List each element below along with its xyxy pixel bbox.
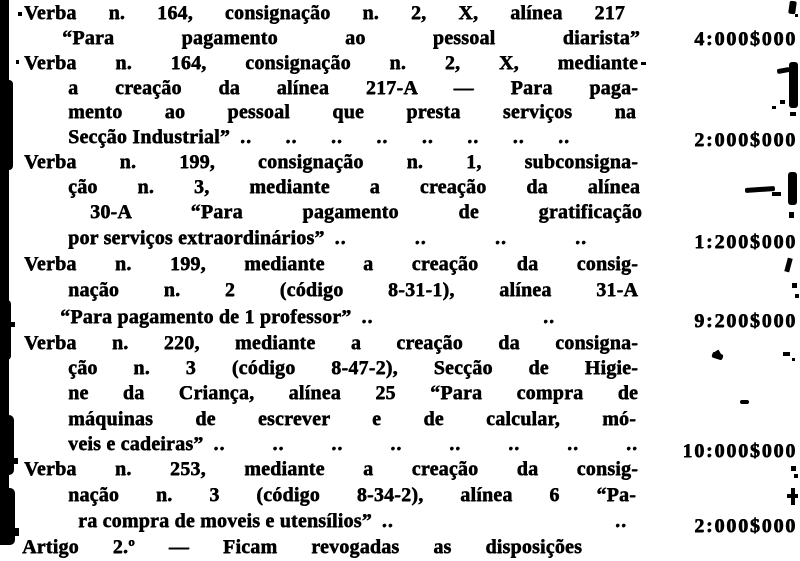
scan-edge-blot [0,300,11,360]
ink-smudge [795,294,799,298]
amount-value: 4:000$000 [694,28,797,50]
ink-smudge [18,12,22,16]
ink-smudge [789,62,798,108]
ink-smudge [745,186,775,193]
amount-value: 2:000$000 [694,129,797,151]
entry-line: ção n. 3 (código 8-47-2), Secção de Higie- [68,357,638,379]
ink-smudge [789,212,794,218]
leader-dots: .. .. .. .. .. .. .. .. [213,433,638,455]
entry-line: Verba n. 199, consignação n. 1, subconsigna- [24,151,638,173]
entry-line [68,433,638,458]
ink-smudge [790,112,796,116]
entry-line: nação n. 3 (código 8-34-2), alínea 6 “Pa- [68,484,636,506]
ink-smudge [772,192,781,196]
ink-smudge [795,14,798,17]
entry-line: máquinas de escrever e de calcular, mó- [68,408,636,430]
entry-line: “Para pagamento ao pessoal diarista” [62,27,640,49]
amount-value: 2:000$000 [694,515,797,537]
footer-partial-line: Artigo 2.º — Ficam revogadas as disposições [22,536,582,558]
entry-line: 30-A “Para pagamento de gratificação [90,201,642,223]
amount-value: 9:200$000 [694,310,797,332]
leader-dots: .. .. [361,306,555,328]
ink-smudge [791,466,796,471]
entry-line-text: ra compra de moveis e utensílios” [78,510,372,532]
ink-smudge [14,528,19,536]
ink-smudge [11,322,15,327]
amount-value: 10:000$000 [682,440,797,462]
entry-line [60,306,555,331]
leader-dots: .. .. .. .. .. .. .. .. [239,126,570,148]
leader-dots: .. .. [381,510,627,532]
ink-smudge [792,358,795,361]
entry-line: Verba n. 253, mediante a creação da consig- [24,458,638,480]
entry-line: mento ao pessoal que presta serviços na [68,101,636,123]
entry-line: ne da Criança, alínea 25 “Para compra de [68,382,638,404]
entry-line-text: por serviços extraordinários” [68,227,325,249]
ink-smudge [787,494,798,498]
leader-dots: .. .. .. .. [334,227,587,249]
scan-edge-blot [0,488,15,545]
entry-line: Verba n. 199, mediante a creação da consig- [24,253,638,275]
ink-smudge [740,400,749,404]
entry-line: Verba n. 220, mediante a creação da consigna- [24,332,638,354]
entry-line-text: “Para pagamento de 1 professor” [60,306,352,328]
ink-smudge [780,100,785,104]
entry-line-text: Secção Industrial” [68,126,230,148]
entry-line [68,227,587,252]
ink-smudge [788,1,797,15]
entry-line [78,510,627,535]
ink-smudge [792,283,797,288]
ink-smudge [784,258,792,273]
entry-line: Verba n. 164, consignação n. 2, X, alínea 217 [24,2,625,24]
amount-value: 1:200$000 [694,231,797,253]
entry-line: nação n. 2 (código 8-31-1), alínea 31-A [68,279,638,301]
ink-smudge [788,172,797,205]
entry-line-text: veis e cadeiras” [68,433,204,455]
entry-line: Verba n. 164, consignação n. 2, X, mediante [24,52,638,74]
entry-line: ção n. 3, mediante a creação da alínea [68,176,640,198]
ink-smudge [794,474,798,478]
entry-line: a creação da alínea 217-A — Para paga- [68,77,638,99]
ink-smudge [16,60,19,64]
ink-smudge [772,106,776,109]
scan-edge-blot [0,415,14,475]
ink-smudge [13,458,18,464]
ink-smudge [783,352,790,356]
ink-smudge [641,62,646,65]
scan-edge-blot [0,80,13,170]
entry-line [68,126,570,151]
